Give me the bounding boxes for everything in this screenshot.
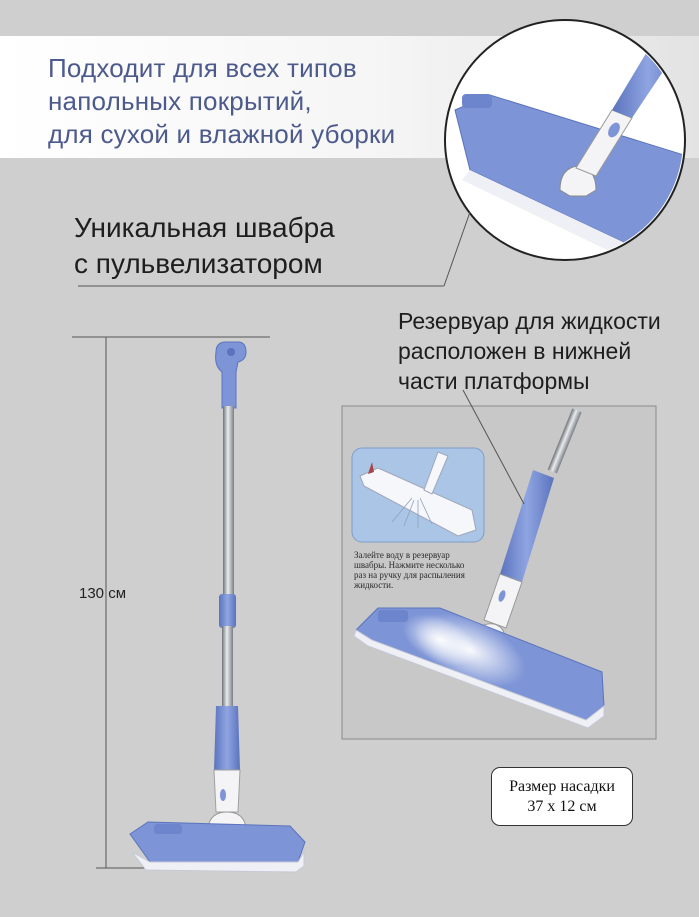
mop-illustration bbox=[130, 342, 305, 872]
subtitle-line: Уникальная швабра bbox=[74, 212, 335, 243]
callout-pointer bbox=[444, 212, 470, 286]
banner-line: напольных покрытий, bbox=[48, 86, 312, 116]
reservoir-line: части платформы bbox=[398, 368, 590, 394]
instruction-line: раз на ручку для распыления bbox=[354, 570, 465, 580]
subtitle-line: с пульвелизатором bbox=[74, 248, 323, 279]
reservoir-line: расположен в нижней bbox=[398, 338, 632, 364]
instruction-line: жидкости. bbox=[354, 580, 394, 590]
reservoir-line: Резервуар для жидкости bbox=[398, 308, 661, 334]
instruction-line: Залейте воду в резервуар bbox=[354, 550, 450, 560]
size-title: Размер насадки bbox=[509, 777, 615, 795]
inset-instruction-text bbox=[354, 550, 489, 590]
height-label: 130 см bbox=[79, 585, 127, 602]
size-value: 37 х 12 см bbox=[527, 797, 597, 815]
detail-zoom-circle bbox=[445, 20, 699, 262]
size-badge bbox=[491, 767, 633, 826]
height-dimension bbox=[72, 337, 270, 868]
instruction-line: швабры. Нажмите несколько bbox=[354, 560, 465, 570]
banner-line: для сухой и влажной уборки bbox=[48, 119, 396, 149]
banner-line: Подходит для всех типов bbox=[48, 53, 357, 83]
product-subtitle bbox=[74, 210, 335, 282]
reservoir-caption bbox=[398, 306, 661, 396]
